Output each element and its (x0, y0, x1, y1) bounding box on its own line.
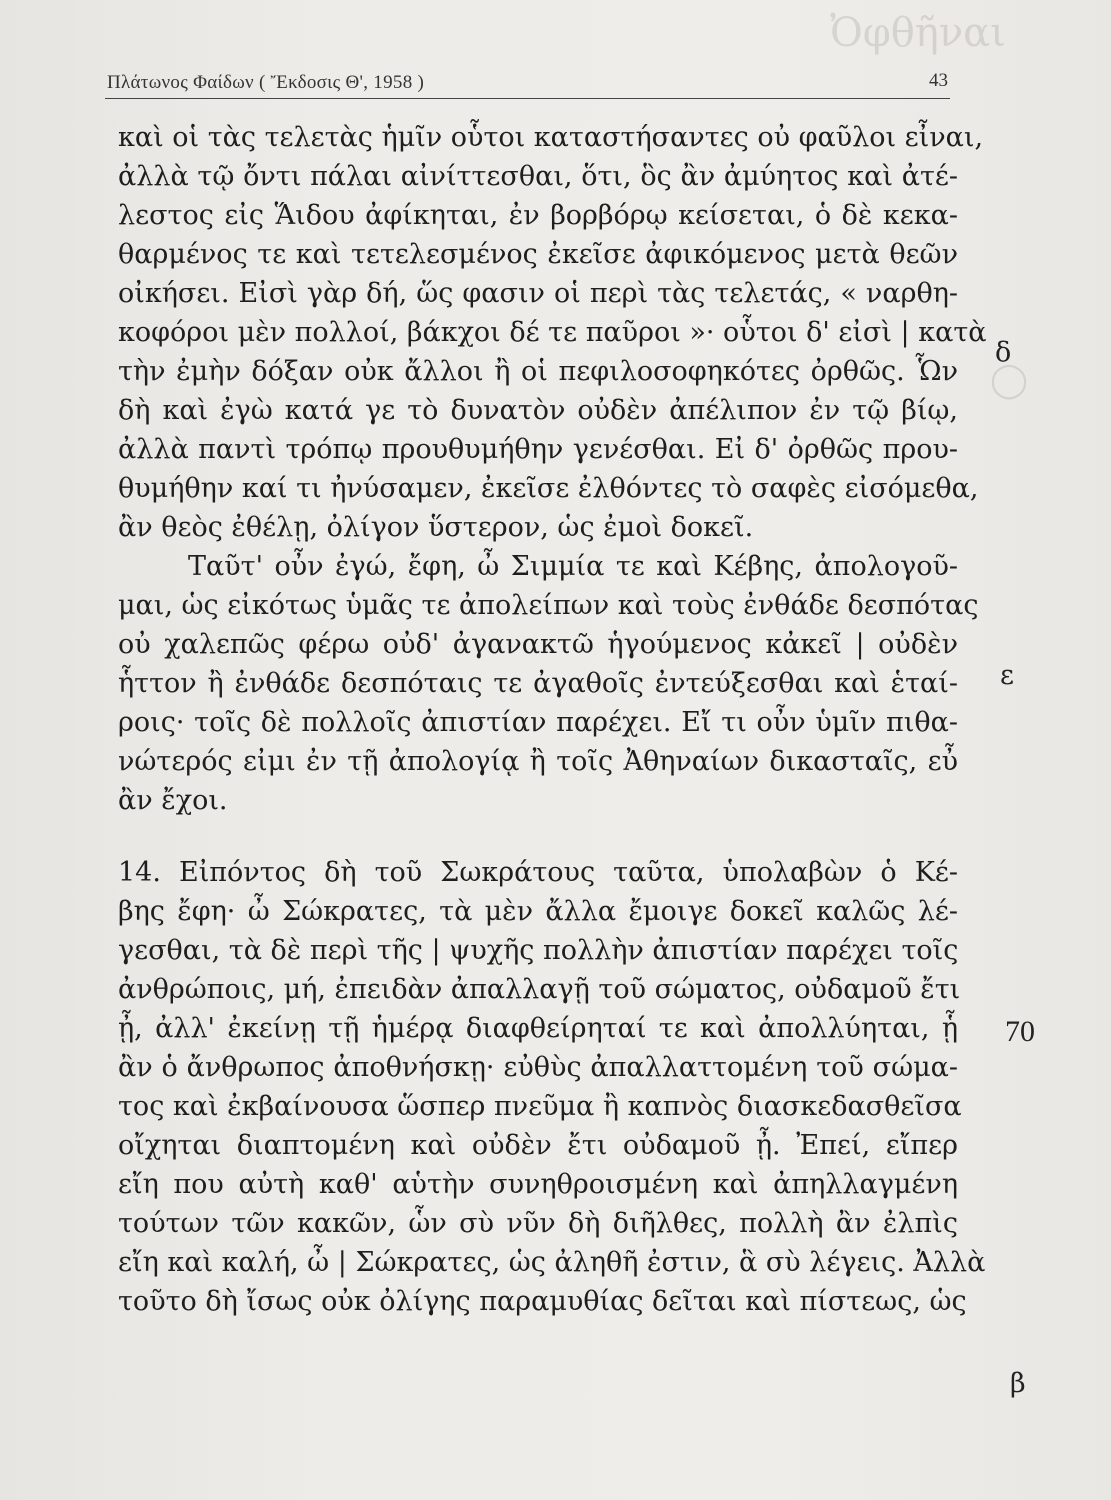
running-header (105, 60, 950, 99)
text-line: τούτων τῶν κακῶν, ὧν σὺ νῦν δὴ διῆλθες, πολλὴ ἂν ἐλπὶς (118, 1208, 958, 1239)
text-line: καὶ οἱ τὰς τελετὰς ἡμῖν οὗτοι καταστήσαντες οὐ φαῦλοι εἶναι, (118, 122, 984, 153)
text-line: εἴη που αὐτὴ καθ' αὑτὴν συνηθροισμένη καὶ ἀπηλλαγμένη (118, 1169, 958, 1200)
text-line: ἂν θεὸς ἐθέλῃ, ὀλίγον ὕστερον, ὡς ἐμοὶ δοκεῖ. (118, 512, 754, 543)
margin-note-e: ε (1000, 660, 1014, 691)
text-line: οἴχηται διαπτομένη καὶ οὐδὲν ἔτι οὐδαμοῦ ᾖ. Ἐπεί, εἴπερ (118, 1130, 958, 1161)
text-line: νώτερός εἰμι ἐν τῇ ἀπολογίᾳ ἢ τοῖς Ἀθηναίων δικασταῖς, εὖ (118, 746, 958, 777)
text-line: 14. Εἰπόντος δὴ τοῦ Σωκράτους ταῦτα, ὑπολαβὼν ὁ Κέ- (118, 857, 958, 888)
bleed-through-ghost: Ὀφθῆναι (830, 10, 1006, 56)
header-title: Πλάτωνος Φαίδων ( Ἔκδοσις Θ', 1958 ) (107, 72, 425, 93)
text-line: κοφόροι μὲν πολλοί, βάκχοι δέ τε παῦροι »· οὗτοι δ' εἰσὶ | κατὰ (118, 317, 987, 348)
text-line: ἂν ἔχοι. (118, 785, 228, 816)
bleed-through-ghost: ◯ (990, 360, 1029, 400)
text-line: ἀλλὰ τῷ ὄντι πάλαι αἰνίττεσθαι, ὅτι, ὃς ἂν ἀμύητος καὶ ἀτέ- (118, 161, 958, 192)
text-line: γεσθαι, τὰ δὲ περὶ τῆς | ψυχῆς πολλὴν ἀπιστίαν παρέχει τοῖς (118, 935, 959, 966)
text-line: τος καὶ ἐκβαίνουσα ὥσπερ πνεῦμα ἢ καπνὸς διασκεδασθεῖσα (118, 1091, 962, 1122)
text-line: μαι, ὡς εἰκότως ὑμᾶς τε ἀπολείπων καὶ τοὺς ἐνθάδε δεσπότας (118, 590, 979, 621)
text-line: ἂν ὁ ἄνθρωπος ἀποθνήσκῃ· εὐθὺς ἀπαλλαττομένη τοῦ σώμα- (118, 1052, 958, 1083)
text-line: οὐ χαλεπῶς φέρω οὐδ' ἀγανακτῶ ἡγούμενος κἀκεῖ | οὐδὲν (118, 629, 958, 660)
text-line: ἀλλὰ παντὶ τρόπῳ προυθυμήθην γενέσθαι. Εἰ δ' ὀρθῶς πρου- (118, 434, 958, 465)
text-line: θαρμένος τε καὶ τετελεσμένος ἐκεῖσε ἀφικόμενος μετὰ θεῶν (118, 239, 958, 270)
margin-note-stephanus: 70 (1005, 1015, 1035, 1048)
body-text (118, 118, 987, 1321)
text-line: εἴη καὶ καλή, ὦ | Σώκρατες, ὡς ἀληθῆ ἐστιν, ἃ σὺ λέγεις. Ἀλλὰ (118, 1247, 986, 1278)
margin-note-d: δ (995, 337, 1012, 368)
margin-note-b: β (1010, 1368, 1026, 1399)
text-line: βης ἔφη· ὦ Σώκρατες, τὰ μὲν ἄλλα ἔμοιγε δοκεῖ καλῶς λέ- (118, 896, 958, 927)
text-line: θυμήθην καί τι ἠνύσαμεν, ἐκεῖσε ἐλθόντες τὸ σαφὲς εἰσόμεθα, (118, 473, 979, 504)
text-line: ροις· τοῖς δὲ πολλοῖς ἀπιστίαν παρέχει. Εἴ τι οὖν ὑμῖν πιθα- (118, 707, 958, 738)
text-line: ᾖ, ἀλλ' ἐκείνῃ τῇ ἡμέρᾳ διαφθείρηταί τε καὶ ἀπολλύηται, ᾗ (118, 1013, 958, 1044)
page-number: 43 (929, 70, 948, 91)
text-line: δὴ καὶ ἐγὼ κατά γε τὸ δυνατὸν οὐδὲν ἀπέλιπον ἐν τῷ βίῳ, (118, 395, 958, 426)
text-line: ἧττον ἢ ἐνθάδε δεσπόταις τε ἀγαθοῖς ἐντεύξεσθαι καὶ ἑταί- (118, 668, 958, 699)
section-gap (118, 820, 958, 853)
text-line: Ταῦτ' οὖν ἐγώ, ἔφη, ὦ Σιμμία τε καὶ Κέβης, ἀπολογοῦ- (188, 551, 958, 582)
text-line: ἀνθρώποις, μή, ἐπειδὰν ἀπαλλαγῇ τοῦ σώματος, οὐδαμοῦ ἔτι (118, 974, 961, 1005)
text-line: τοῦτο δὴ ἴσως οὐκ ὀλίγης παραμυθίας δεῖται καὶ πίστεως, ὡς (118, 1286, 967, 1317)
text-line: λεστος εἰς Ἅιδου ἀφίκηται, ἐν βορβόρῳ κείσεται, ὁ δὲ κεκα- (118, 200, 958, 231)
text-line: οἰκήσει. Εἰσὶ γὰρ δή, ὥς φασιν οἱ περὶ τὰς τελετάς, « ναρθη- (118, 278, 958, 309)
text-line: τὴν ἐμὴν δόξαν οὐκ ἄλλοι ἢ οἱ πεφιλοσοφηκότες ὀρθῶς. Ὧν (118, 356, 958, 387)
